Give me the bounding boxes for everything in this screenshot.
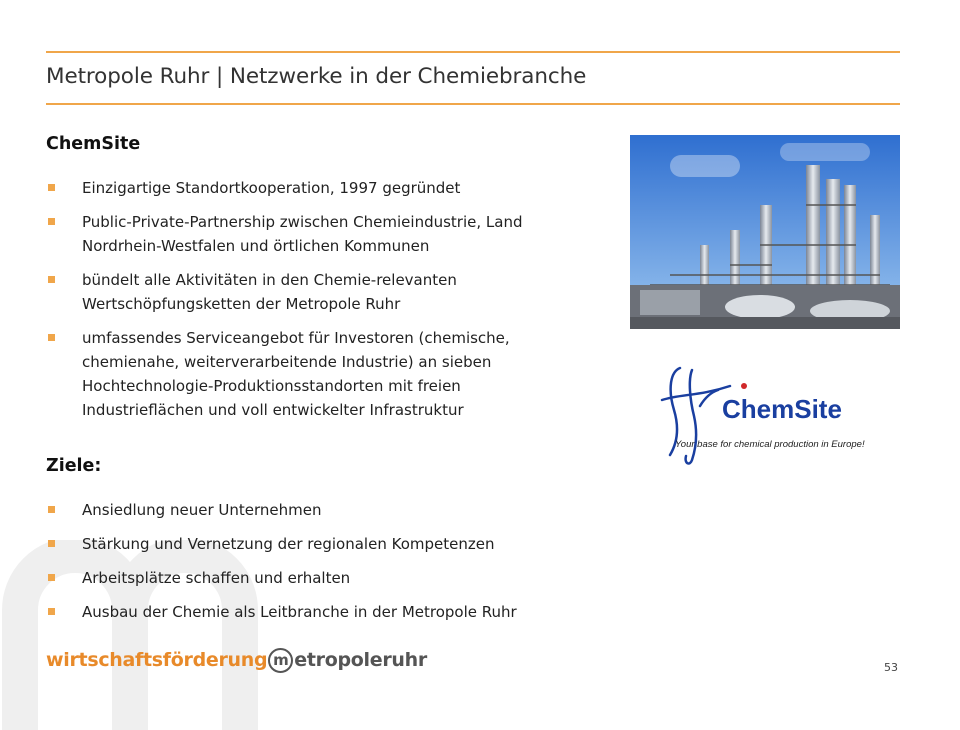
list-item — [46, 326, 576, 422]
bullet-square-icon — [48, 574, 55, 581]
bullet-text-line: bündelt alle Aktivitäten in den Chemie-relevanten — [82, 271, 457, 289]
logo-wordmark: ChemSite — [722, 394, 842, 424]
list-item — [46, 210, 576, 258]
bullet-text: Ansiedlung neuer Unternehmen — [82, 501, 322, 519]
list-item — [46, 600, 576, 624]
brand-m-circle-icon: m — [268, 648, 293, 673]
bullet-text-line: umfassendes Serviceangebot für Investoren (chemische, — [82, 329, 510, 347]
chemical-plant-photo — [630, 135, 900, 329]
bullet-text: Arbeitsplätze schaffen und erhalten — [82, 569, 351, 587]
ziele-bullet-list — [46, 498, 576, 624]
bullet-text: Einzigartige Standortkooperation, 1997 gegründet — [82, 179, 461, 197]
bullet-text-line: Hochtechnologie-Produktionsstandorten mit freien — [82, 377, 461, 395]
bullet-text-line: Industrieflächen und voll entwickelter Infrastruktur — [82, 401, 464, 419]
bullet-square-icon — [48, 334, 55, 341]
bullet-square-icon — [48, 540, 55, 547]
list-item — [46, 498, 576, 522]
list-item — [46, 566, 576, 590]
brand-text-wirtschaftsfoerderung: wirtschaftsförderung — [46, 649, 268, 671]
bullet-text-line: Nordrhein-Westfalen und örtlichen Kommunen — [82, 237, 430, 255]
list-item — [46, 532, 576, 556]
bullet-square-icon — [48, 184, 55, 191]
bullet-text-line: Public-Private-Partnership zwischen Chemieindustrie, Land — [82, 213, 523, 231]
list-item — [46, 176, 576, 200]
slide-title: Metropole Ruhr | Netzwerke in der Chemiebranche — [46, 64, 587, 89]
ziele-heading: Ziele: — [46, 456, 102, 476]
bullet-square-icon — [48, 218, 55, 225]
chemsite-heading: ChemSite — [46, 134, 141, 154]
title-underline — [46, 103, 900, 105]
list-item — [46, 268, 576, 316]
bullet-square-icon — [48, 608, 55, 615]
footer-brand-logo — [46, 648, 427, 673]
bullet-square-icon — [48, 276, 55, 283]
brand-text-metropoleruhr: etropoleruhr — [294, 649, 427, 671]
bullet-text: Stärkung und Vernetzung der regionalen Kompetenzen — [82, 535, 495, 553]
logo-tagline: Your base for chemical production in Europe! — [675, 439, 865, 450]
chemsite-logo — [640, 350, 880, 470]
bullet-text-line: chemienahe, weiterverarbeitende Industrie) an sieben — [82, 353, 492, 371]
chemsite-bullet-list — [46, 176, 576, 422]
page-number: 53 — [884, 661, 898, 674]
top-rule — [46, 51, 900, 53]
bullet-text: Ausbau der Chemie als Leitbranche in der Metropole Ruhr — [82, 603, 517, 621]
bullet-text-line: Wertschöpfungsketten der Metropole Ruhr — [82, 295, 401, 313]
bullet-square-icon — [48, 506, 55, 513]
